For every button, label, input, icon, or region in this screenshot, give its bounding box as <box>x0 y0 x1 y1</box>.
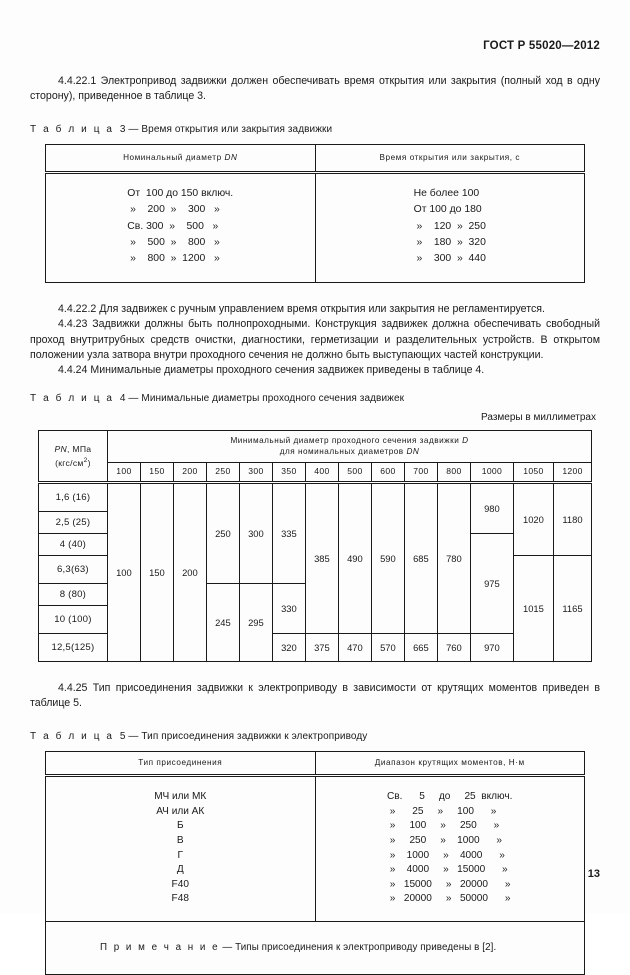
paragraph-4-4-22-2: 4.4.22.2 Для задвижек с ручным управлением время открытия или закрытия не регламентируется. <box>58 302 545 315</box>
table5-header-row <box>46 751 585 775</box>
table4-dn-header-300: 300 <box>239 462 272 482</box>
table3-time-line: От 100 до 180 <box>413 204 482 216</box>
table5-type-line: F40 <box>171 878 189 890</box>
table3-cell-diameters <box>46 172 316 282</box>
table4-dn-header-1000: 1000 <box>470 462 513 482</box>
table5-cell-types <box>46 775 316 921</box>
table4-dn-header-100: 100 <box>107 462 140 482</box>
table5-type-line: Д <box>176 864 184 876</box>
table5-note <box>46 921 585 974</box>
table3-head <box>46 144 585 172</box>
table4-cell-dn700-bottom: 665 <box>404 633 437 661</box>
table3-caption-label: Т а б л и ц а <box>30 123 115 135</box>
paragraph-4-4-25: 4.4.25 Тип присоединения задвижки к электроприводу в зависимости от крутящих моментов приведен в таблице 5. <box>30 681 600 710</box>
table3-caption-text: — Время открытия или закрытия задвижки <box>128 123 333 135</box>
table5-col-header-type: Тип присоединения <box>46 751 316 775</box>
table5-type-line: АЧ или АК <box>156 805 205 817</box>
table5-range-line: » 4000 » 15000 » <box>387 864 508 876</box>
table4-cell-dn500-top: 490 <box>338 482 371 633</box>
standard-header: ГОСТ Р 55020—2012 <box>483 40 600 52</box>
table4-header-row-dn <box>38 462 591 482</box>
table4-cell-dn1000-mid: 975 <box>470 533 513 633</box>
table4-pn-value: 6,3(63) <box>38 555 107 583</box>
table4-dn-header-600: 600 <box>371 462 404 482</box>
table4-cell-dn350-top: 335 <box>272 482 305 583</box>
table4-col-header-pn <box>38 430 107 482</box>
table4-dn-header-400: 400 <box>305 462 338 482</box>
table5-caption-text: — Тип присоединения задвижки к электроприводу <box>128 730 368 742</box>
table5-body-row <box>46 775 585 921</box>
table5-type-line: F48 <box>171 893 189 905</box>
table4-head <box>38 430 591 482</box>
table4-cell-dn400-top: 385 <box>305 482 338 633</box>
table4-cell-dn1200-bottom: 1165 <box>553 555 591 661</box>
table3-diameter-line: » 200 » 300 » <box>127 204 220 216</box>
table5-head <box>46 751 585 775</box>
table5-body <box>46 775 585 974</box>
table-3 <box>45 144 585 283</box>
table4-cell-dn1050-top: 1020 <box>513 482 553 555</box>
table4-cell-dn100: 100 <box>107 482 140 661</box>
table4-pn-value: 2,5 (25) <box>38 511 107 533</box>
table4-group-header-dn: DN <box>406 447 420 457</box>
table4-dn-header-350: 350 <box>272 462 305 482</box>
table4-cell-dn200: 200 <box>173 482 206 661</box>
table3-diameter-line: » 800 » 1200 » <box>127 253 220 265</box>
table4-pn-value: 4 (40) <box>38 533 107 555</box>
table4-pn-symbol: PN <box>54 443 67 454</box>
table4-dimensions-note: Размеры в миллиметрах <box>481 411 596 423</box>
table4-cell-dn250-top: 250 <box>206 482 239 583</box>
table5-range-line: » 15000 » 20000 » <box>387 878 511 890</box>
table4-cell-dn1200-top: 1180 <box>553 482 591 555</box>
table4-pn-value: 1,6 (16) <box>38 482 107 511</box>
table-4 <box>38 430 592 662</box>
table5-type-line: В <box>176 835 184 847</box>
table4-group-header-line1: Минимальный диаметр проходного сечения задвижки <box>230 436 463 446</box>
table3-time-line: » 180 » 320 <box>413 237 486 249</box>
table3-diameter-line: От 100 до 150 включ. <box>127 187 234 199</box>
table3-body-row <box>46 172 585 282</box>
table4-cell-dn300-top: 300 <box>239 482 272 583</box>
table3-time-line: » 120 » 250 <box>413 220 486 232</box>
table5-type-line: МЧ или МК <box>154 791 207 803</box>
table5-range-list <box>387 790 512 907</box>
table4-cell-dn250-bottom: 245 <box>206 583 239 661</box>
table4-cell-dn150: 150 <box>140 482 173 661</box>
table4-cell-dn600-top: 590 <box>371 482 404 633</box>
table4-cell-dn700-top: 685 <box>404 482 437 633</box>
table4-cell-dn500-bottom: 470 <box>338 633 371 661</box>
table4-cell-dn600-bottom: 570 <box>371 633 404 661</box>
table4-dn-header-1050: 1050 <box>513 462 553 482</box>
table3-time-line: » 300 » 440 <box>413 253 486 265</box>
table4-group-header-d: D <box>462 436 469 446</box>
table4-caption <box>30 393 600 404</box>
table4-dn-header-1200: 1200 <box>553 462 591 482</box>
table5-range-line: » 25 » 100 » <box>387 805 497 817</box>
page-number: 13 <box>587 868 600 880</box>
table5-caption <box>30 731 600 742</box>
paragraph-4-4-24: 4.4.24 Минимальные диаметры проходного сечения задвижек приведены в таблице 4. <box>58 364 485 377</box>
table5-range-line: » 100 » 250 » <box>387 820 500 832</box>
table3-body <box>46 172 585 282</box>
table5-range-line: » 250 » 1000 » <box>387 835 503 847</box>
table4-cell-dn1000-bottom: 970 <box>470 633 513 661</box>
table5-type-line: Г <box>177 849 183 861</box>
paragraph-4-4-23: 4.4.23 Задвижки должны быть полнопроходными. Конструкция задвижек должна обеспечивать свободный проход внутритрубных средств очистки, диагностики, герметизации и разделительных устройств. В открытом положении узла затвора внутри проходного сечения не должно быть выступающих частей конструкции. <box>30 318 600 362</box>
table3-caption <box>30 124 600 135</box>
table4-cell-dn350-bottom: 320 <box>272 633 305 661</box>
table5-cell-ranges <box>315 775 585 921</box>
table4-body <box>38 482 591 661</box>
table3-caption-number: 3 <box>119 123 126 135</box>
table5-type-line: Б <box>176 820 184 832</box>
table4-cell-dn350-mid: 330 <box>272 583 305 633</box>
table5-caption-label: Т а б л и ц а <box>30 730 115 742</box>
table5-range-line: » 1000 » 4000 » <box>387 849 505 861</box>
table4-cell-dn800-top: 780 <box>437 482 470 633</box>
table4-group-header-line2: для номинальных диаметров <box>279 447 407 457</box>
table4-cell-dn400-bottom: 375 <box>305 633 338 661</box>
table4-pn-value: 12,5(125) <box>38 633 107 661</box>
table3-diameter-line: » 500 » 800 » <box>127 237 220 249</box>
table3-col-header-time: Время открытия или закрытия, с <box>315 144 585 172</box>
table5-range-line: » 20000 » 50000 » <box>387 893 511 905</box>
table4-cell-dn300-bottom: 295 <box>239 583 272 661</box>
table4-header-row-top <box>38 430 591 462</box>
table3-col-header-diameter <box>46 144 316 172</box>
table3-time-list <box>414 186 486 268</box>
table4-dn-header-150: 150 <box>140 462 173 482</box>
table4-caption-label: Т а б л и ц а <box>30 392 115 404</box>
table-5 <box>45 751 585 975</box>
table4-dn-header-250: 250 <box>206 462 239 482</box>
table4-pn-unit: , МПа <box>67 443 92 454</box>
table4-dn-header-200: 200 <box>173 462 206 482</box>
table4-row-pn-1-6 <box>38 482 591 511</box>
table3-time-line: Не более 100 <box>413 187 480 199</box>
table4-dn-header-500: 500 <box>338 462 371 482</box>
table5-type-list <box>154 790 206 907</box>
table4-caption-number: 4 <box>119 392 126 404</box>
table3-col-header-dn-italic: DN <box>224 153 238 163</box>
table3-cell-times <box>315 172 585 282</box>
table4-group-header <box>107 430 591 462</box>
paragraph-4-4-22-1: 4.4.22.1 Электропривод задвижки должен обеспечивать время открытия или закрытия (полный ход в одну сторону), приведенное в таблице 3. <box>30 75 600 103</box>
table4-cell-dn800-bottom: 760 <box>437 633 470 661</box>
table5-note-text: — Типы присоединения к электроприводу приведены в [2]. <box>222 942 497 954</box>
table3-header-row <box>46 144 585 172</box>
table3-diameter-line: Св. 300 » 500 » <box>127 220 219 232</box>
table4-cell-dn1000-top: 980 <box>470 482 513 533</box>
table4-caption-text: — Минимальные диаметры проходного сечения задвижек <box>128 392 405 404</box>
table4-dn-header-800: 800 <box>437 462 470 482</box>
table4-pn-unit-alt: $(кгс/см^2)$ <box>55 456 91 468</box>
table4-pn-value: 10 (100) <box>38 605 107 633</box>
table5-caption-number: 5 <box>119 730 126 742</box>
table5-col-header-range: Диапазон крутящих моментов, Н·м <box>315 751 585 775</box>
table4-cell-dn1050-bottom: 1015 <box>513 555 553 661</box>
table5-note-label: П р и м е ч а н и е <box>100 942 220 954</box>
table4-dn-header-700: 700 <box>404 462 437 482</box>
table5-note-row <box>46 921 585 974</box>
table5-range-line: Св. 5 до 25 включ. <box>387 791 513 803</box>
table3-diameter-list <box>127 186 233 268</box>
table4-pn-value: 8 (80) <box>38 583 107 605</box>
table3-col-header-diameter-text: Номинальный диаметр <box>123 153 225 163</box>
